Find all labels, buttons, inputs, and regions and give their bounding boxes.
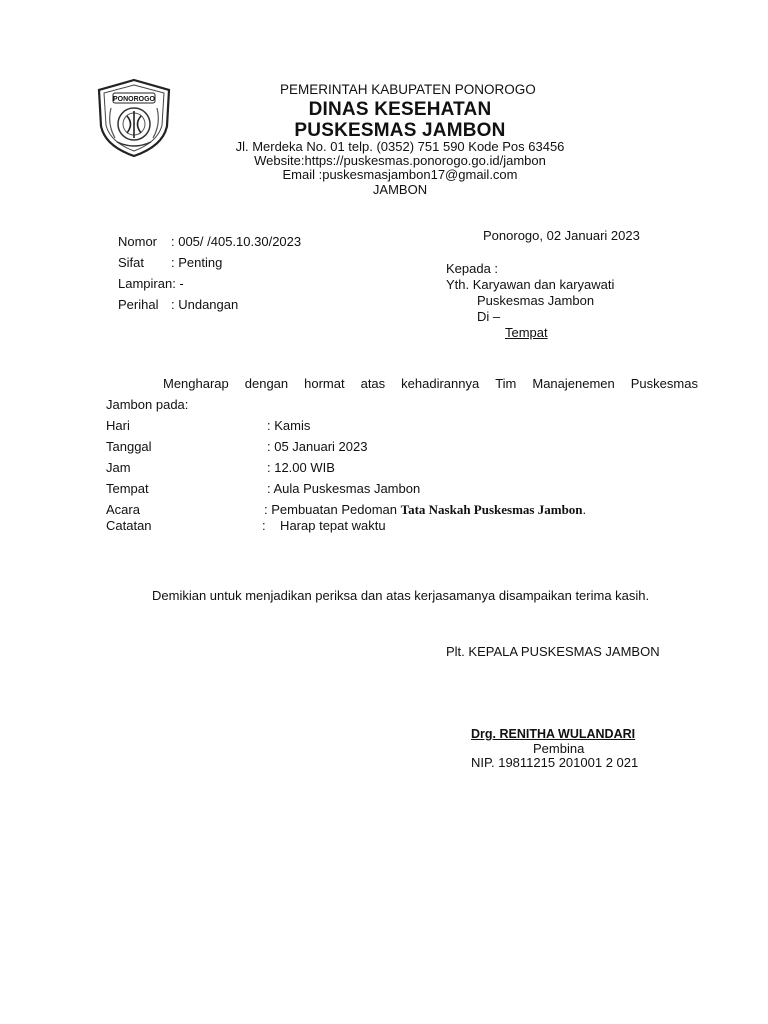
catatan-value: : Harap tepat waktu (262, 518, 386, 533)
nomor-value: : 005/ /405.10.30/2023 (171, 234, 302, 249)
acara-bold: Tata Naskah Puskesmas Jambon (400, 502, 583, 517)
regency-logo (93, 78, 175, 158)
acara-suffix: . (582, 502, 587, 517)
intro-line-2: Jambon pada: (106, 397, 189, 412)
closing-text: Demikian untuk menjadikan periksa dan atas kerjasamanya disampaikan terima kasih. (152, 588, 650, 603)
acara-prefix: : Pembuatan Pedoman (264, 502, 401, 517)
signatory-nip: NIP. 19811215 201001 2 021 (471, 755, 639, 770)
header-gov: PEMERINTAH KABUPATEN PONOROGO (280, 82, 536, 97)
perihal-value: : Undangan (171, 297, 239, 312)
signatory-name: Drg. RENITHA WULANDARI (471, 727, 636, 741)
recipient-yth: Yth. Karyawan dan karyawati (446, 277, 615, 292)
intro-line-1 (163, 376, 698, 391)
recipient-kepada: Kepada : (446, 261, 499, 276)
signature-title: Plt. KEPALA PUSKESMAS JAMBON (446, 644, 660, 659)
header-website: Website:https://puskesmas.ponorogo.go.id/jambon (254, 153, 546, 168)
hari-label: Hari (106, 418, 130, 433)
acara-label: Acara (106, 502, 140, 517)
jam-value: : 12.00 WIB (267, 460, 335, 475)
tempat-label: Tempat (106, 481, 149, 496)
recipient-tempat: Tempat (505, 325, 548, 340)
header-address: Jl. Merdeka No. 01 telp. (0352) 751 590 Kode Pos 63456 (235, 139, 565, 154)
lampiran: Lampiran: - (118, 276, 184, 291)
sifat-value: : Penting (171, 255, 223, 270)
logo-text: PONOROGO (112, 96, 156, 103)
acara-value (264, 502, 586, 518)
intro-word: kehadirannya (401, 376, 480, 391)
sifat-label: Sifat (118, 255, 145, 270)
recipient-di: Di – (477, 309, 501, 324)
intro-word: Tim (495, 376, 517, 391)
intro-word: Manajenemen (532, 376, 615, 391)
intro-word: Puskesmas (630, 376, 698, 391)
header-city: JAMBON (372, 182, 428, 197)
header-dept: DINAS KESEHATAN (308, 99, 492, 120)
tempat-value: : Aula Puskesmas Jambon (267, 481, 421, 496)
perihal-label: Perihal (118, 297, 159, 312)
jam-label: Jam (106, 460, 131, 475)
tanggal-value: : 05 Januari 2023 (267, 439, 368, 454)
intro-word: Mengharap (163, 376, 229, 391)
intro-word: hormat (304, 376, 345, 391)
tanggal-label: Tanggal (106, 439, 152, 454)
place-date: Ponorogo, 02 Januari 2023 (483, 228, 640, 243)
hari-value: : Kamis (267, 418, 311, 433)
intro-word: dengan (244, 376, 289, 391)
recipient-org: Puskesmas Jambon (477, 293, 595, 308)
nomor-label: Nomor (118, 234, 158, 249)
catatan-label: Catatan (106, 518, 152, 533)
header-email: Email :puskesmasjambon17@gmail.com (282, 167, 518, 182)
intro-word: atas (360, 376, 386, 391)
header-unit: PUSKESMAS JAMBON (294, 120, 506, 141)
signatory-rank: Pembina (533, 741, 585, 756)
